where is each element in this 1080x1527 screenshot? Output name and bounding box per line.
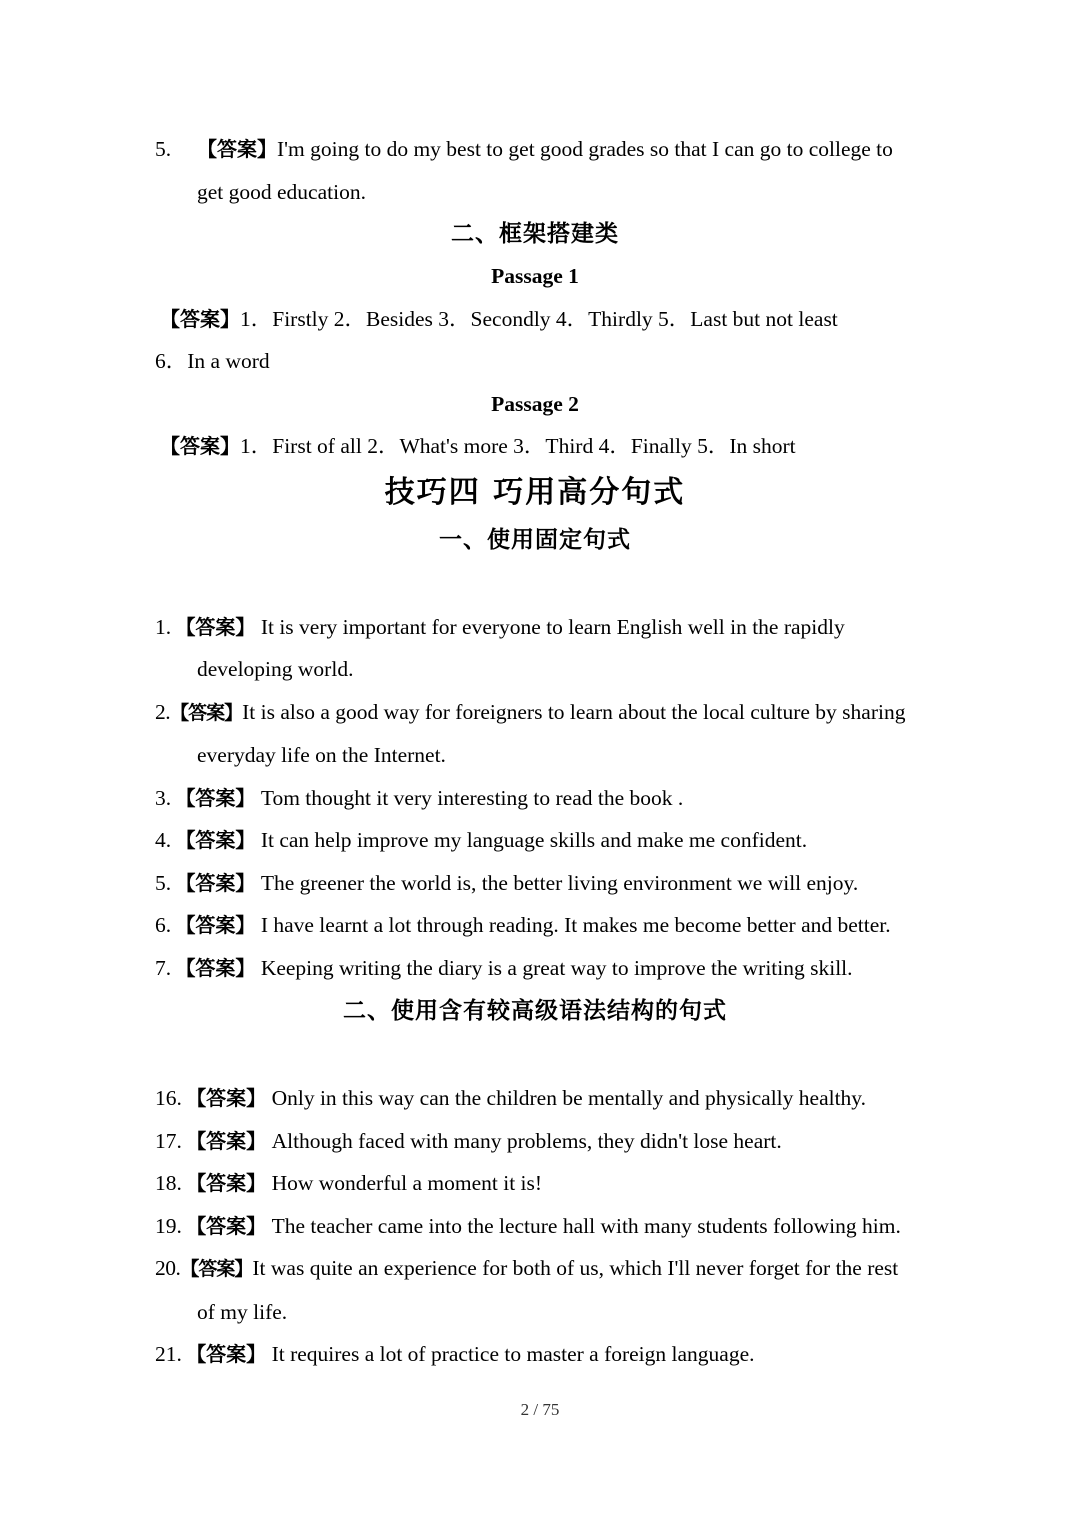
- answer-item-lead: [155, 1171, 266, 1195]
- passage-2-answer-text1: 1．First of all 2．What's more 3．Third 4．Finally 5．In short: [240, 434, 796, 458]
- answer-item-text: Although faced with many problems, they didn't lose heart.: [271, 1128, 782, 1153]
- answer-item-number: 19.: [155, 1213, 182, 1238]
- answer-item-text: It requires a lot of practice to master a foreign language.: [271, 1342, 755, 1366]
- answer-item-text: Keeping writing the diary is a great way to improve the writing skill.: [260, 955, 853, 980]
- answer-item-number: 18.: [155, 1171, 182, 1195]
- page-footer: 2 / 75: [520, 1400, 560, 1419]
- answer-item-lead: [155, 828, 255, 852]
- heading-section-two: 二、使用含有较高级语法结构的句式: [343, 998, 727, 1024]
- answer-item-number: 21.: [155, 1342, 182, 1366]
- answer-item-text: Only in this way can the children be mentally and physically healthy.: [271, 1086, 867, 1110]
- answer-marker: 【答案】: [175, 913, 256, 937]
- answer-item-number: 20.: [155, 1256, 181, 1280]
- answer-item-lead: [155, 615, 255, 639]
- answer-marker: 【答案】: [175, 785, 256, 810]
- answer-item: [155, 1162, 915, 1205]
- answer-item-continuation: developing world.: [197, 657, 354, 681]
- answer-item-text: It was quite an experience for both of us, which I'll never forget for the rest: [252, 1256, 899, 1280]
- answer-item: [155, 1077, 915, 1120]
- answer-item-number: 17.: [155, 1128, 182, 1153]
- answer-item: [155, 606, 915, 691]
- answer-item-number: 4.: [155, 828, 172, 852]
- answer-item: [155, 1205, 915, 1248]
- passage-2-answer-line1: [155, 425, 915, 468]
- answer-item-text: It is also a good way for foreigners to learn about the local culture by sharing: [242, 699, 906, 724]
- answer-item-lead: [155, 1214, 266, 1238]
- answer-item-number: 2.: [155, 699, 171, 724]
- answer-item: [155, 1247, 915, 1333]
- answer-item-number: 7.: [155, 955, 172, 980]
- answer-item-number: 3.: [155, 785, 172, 810]
- answer-marker: 【答案】: [180, 1258, 253, 1280]
- answer-item-text: It is very important for everyone to learn English well in the rapidly: [260, 614, 845, 639]
- page-title: 技巧四 巧用高分句式: [384, 474, 686, 510]
- answer-item-number: 6.: [155, 913, 172, 937]
- answer-marker: 【答案】: [175, 828, 256, 852]
- passage-1-answer-line2: 6．In a word: [155, 349, 270, 373]
- answer-item-text: How wonderful a moment it is!: [271, 1171, 543, 1195]
- page-content: [155, 128, 915, 1376]
- answer-item-lead: [155, 786, 255, 810]
- answer-item: [155, 1120, 915, 1163]
- answer-item-number: 5.: [155, 870, 172, 895]
- answer-list-fixed-patterns: [155, 606, 915, 990]
- answer-item: [155, 904, 915, 947]
- answer-marker: 【答案】: [186, 1128, 267, 1153]
- answer-item-number: 1.: [155, 614, 172, 639]
- answer-item-text: The greener the world is, the better living environment we will enjoy.: [260, 870, 859, 895]
- answer-item-continuation: of my life.: [197, 1299, 288, 1324]
- heading-frame-section: 二、框架搭建类: [451, 221, 619, 247]
- answer-marker: 【答案】: [186, 1171, 267, 1195]
- answer-item-lead: [155, 913, 255, 937]
- answer-marker: 【答案】: [175, 870, 256, 895]
- spacer: [155, 562, 915, 606]
- answer-item-lead: [155, 956, 255, 980]
- carryover-item-number: 5.: [155, 137, 172, 161]
- answer-item-lead: [155, 700, 242, 724]
- passage-1-answer-line1: [155, 298, 915, 341]
- answer-marker: 【答案】: [175, 614, 256, 639]
- answer-item: [155, 1333, 915, 1376]
- answer-item-lead: [155, 1129, 266, 1153]
- answer-marker: 【答案】: [170, 701, 243, 724]
- heading-section-one: 一、使用固定句式: [439, 526, 631, 553]
- answer-marker: 【答案】: [175, 955, 256, 980]
- passage-1-answer-text1: 1．Firstly 2．Besides 3．Secondly 4．Thirdly 5．Last but not least: [240, 306, 838, 331]
- carryover-item-line2: get good education.: [197, 179, 366, 204]
- answer-marker: 【答案】: [186, 1342, 267, 1366]
- answer-item-lead: [155, 1086, 266, 1110]
- answer-marker: 【答案】: [197, 137, 277, 161]
- answer-item-text: Tom thought it very interesting to read the book .: [260, 785, 684, 810]
- carryover-item-text1: I'm going to do my best to get good grades so that I can go to college to: [277, 137, 893, 161]
- answer-item-lead: [155, 1256, 252, 1280]
- answer-item-text: I have learnt a lot through reading. It makes me become better and better.: [260, 913, 891, 937]
- carryover-item-5: [155, 128, 915, 213]
- carryover-item-line1: [197, 128, 915, 171]
- answer-item-lead: [155, 1342, 266, 1366]
- spacer: [155, 1033, 915, 1077]
- answer-item-lead: [155, 871, 255, 895]
- answer-marker: 【答案】: [186, 1213, 267, 1238]
- answer-marker: 【答案】: [160, 306, 240, 331]
- answer-item-text: It can help improve my language skills and make me confident.: [260, 828, 808, 852]
- heading-passage-1: Passage 1: [491, 264, 579, 288]
- heading-passage-2: Passage 2: [491, 391, 579, 416]
- answer-item-number: 16.: [155, 1086, 182, 1110]
- answer-item-text: The teacher came into the lecture hall with many students following him.: [271, 1213, 901, 1238]
- answer-item-continuation: everyday life on the Internet.: [197, 743, 446, 767]
- answer-marker: 【答案】: [160, 434, 240, 458]
- answer-item: [155, 819, 915, 862]
- answer-item: [155, 947, 915, 990]
- answer-item: [155, 777, 915, 820]
- answer-list-advanced-grammar: [155, 1077, 915, 1376]
- answer-marker: 【答案】: [186, 1086, 267, 1110]
- answer-item: [155, 862, 915, 905]
- answer-item: [155, 691, 915, 777]
